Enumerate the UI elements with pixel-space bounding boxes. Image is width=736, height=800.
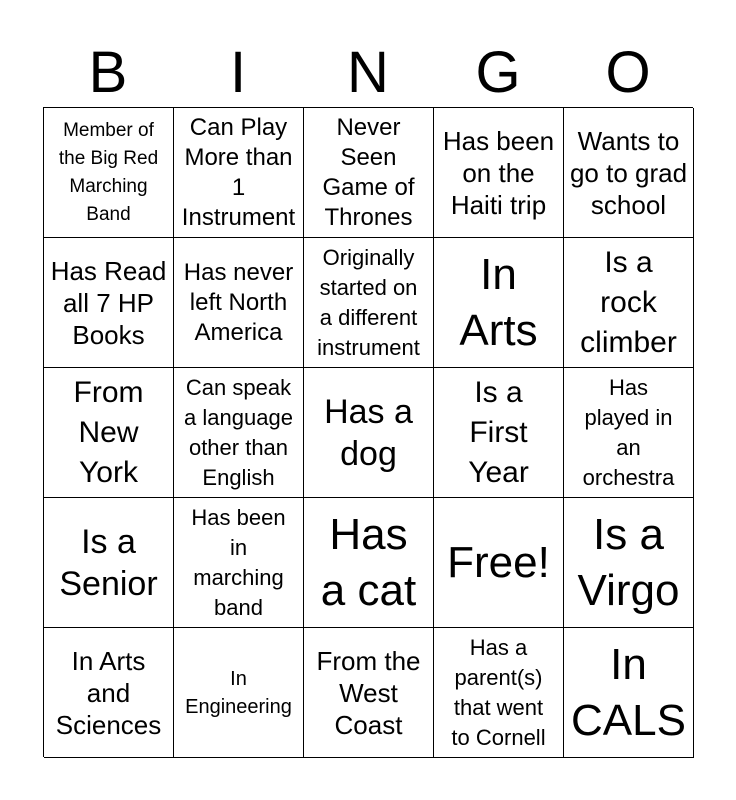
bingo-cell-r3-c2[interactable] <box>174 368 304 498</box>
cell-text: Has a parent(s) that went to Cornell <box>451 634 546 750</box>
cell-text: Originally started on a different instrument <box>317 244 420 360</box>
cell-text: Is a rock climber <box>580 245 677 359</box>
cell-text: Has Read all 7 HP Books <box>50 255 167 350</box>
cell-text: In Engineering <box>185 667 292 718</box>
header-letter-b: B <box>88 40 128 105</box>
cell-text: In CALS <box>571 639 686 745</box>
bingo-cell-r4-c4[interactable] <box>434 498 564 628</box>
header-letter-g: G <box>475 40 521 105</box>
bingo-cell-r3-c4[interactable] <box>434 368 564 498</box>
cell-text: Has a dog <box>324 392 413 473</box>
bingo-board <box>43 107 693 757</box>
bingo-cell-r5-c3[interactable] <box>304 628 434 758</box>
bingo-cell-r4-c5[interactable] <box>564 498 694 628</box>
cell-text: Never Seen Game of Thrones <box>322 113 415 231</box>
bingo-cell-r4-c3[interactable] <box>304 498 434 628</box>
cell-text: From New York <box>73 375 144 489</box>
cell-text: In Arts <box>459 249 538 355</box>
bingo-cell-r3-c1[interactable] <box>44 368 174 498</box>
bingo-cell-r4-c2[interactable] <box>174 498 304 628</box>
bingo-cell-r1-c5[interactable] <box>564 108 694 238</box>
bingo-cell-r3-c5[interactable] <box>564 368 694 498</box>
bingo-cell-r4-c1[interactable] <box>44 498 174 628</box>
cell-text: Has been in marching band <box>191 504 286 620</box>
cell-text: Is a First Year <box>468 375 529 489</box>
bingo-cell-r2-c1[interactable] <box>44 238 174 368</box>
cell-text: Wants to go to grad school <box>569 125 688 220</box>
bingo-cell-r5-c2[interactable] <box>174 628 304 758</box>
bingo-cell-r5-c4[interactable] <box>434 628 564 758</box>
bingo-cell-r1-c3[interactable] <box>304 108 434 238</box>
cell-text: Has never left North America <box>183 258 294 346</box>
bingo-cell-r2-c2[interactable] <box>174 238 304 368</box>
cell-text: Can speak a language other than English <box>184 374 293 490</box>
bingo-cell-r5-c5[interactable] <box>564 628 694 758</box>
cell-text: In Arts and Sciences <box>55 645 162 740</box>
bingo-cell-r2-c3[interactable] <box>304 238 434 368</box>
cell-text: Can Play More than 1 Instrument <box>181 113 296 231</box>
header-letter-n: N <box>347 40 389 105</box>
bingo-cell-r1-c1[interactable] <box>44 108 174 238</box>
header-letter-i: I <box>229 40 247 105</box>
bingo-header <box>43 40 693 106</box>
bingo-cell-r1-c2[interactable] <box>174 108 304 238</box>
bingo-cell-r5-c1[interactable] <box>44 628 174 758</box>
cell-text: Is a Virgo <box>577 509 680 615</box>
bingo-cell-r1-c4[interactable] <box>434 108 564 238</box>
header-letter-o: O <box>605 40 651 105</box>
cell-text: Has been on the Haiti trip <box>442 125 555 220</box>
bingo-cell-r3-c3[interactable] <box>304 368 434 498</box>
bingo-cell-r2-c5[interactable] <box>564 238 694 368</box>
cell-text: Free! <box>447 537 550 587</box>
cell-text: Has played in an orchestra <box>582 374 675 490</box>
cell-text: Is a Senior <box>59 522 158 603</box>
cell-text: Has a cat <box>320 509 417 615</box>
cell-text: From the West Coast <box>316 645 421 740</box>
cell-text: Member of the Big Red Marching Band <box>58 119 159 225</box>
bingo-cell-r2-c4[interactable] <box>434 238 564 368</box>
